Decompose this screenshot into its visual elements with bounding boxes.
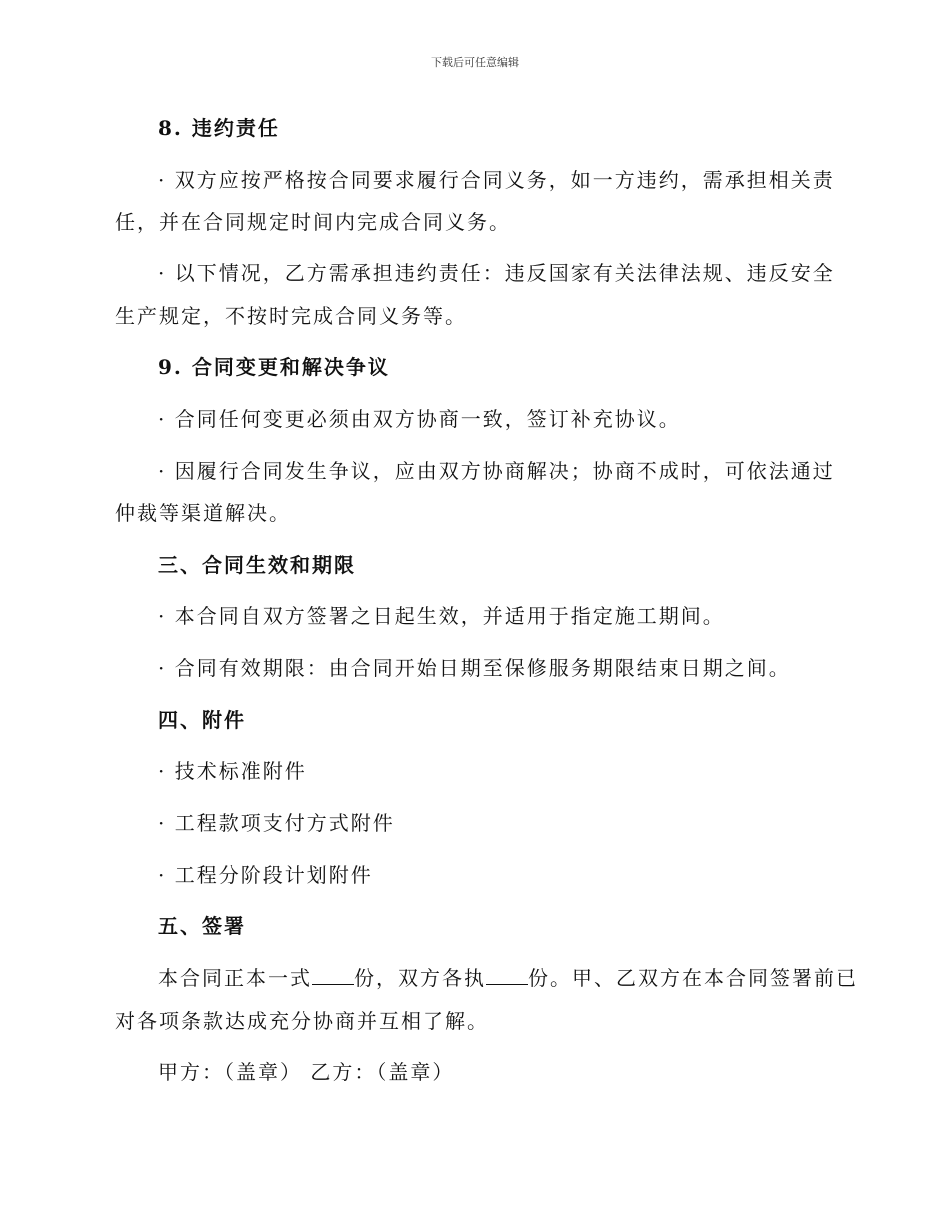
copies-text-a: 本合同正本一式 xyxy=(158,966,312,990)
section-9-title: 9. 合同变更和解决争议 xyxy=(158,355,390,379)
section-8-para-2-line-2: 生产规定，不按时完成合同义务等。 xyxy=(115,304,467,328)
section-5-para-1-line-2: 对各项条款达成充分协商并互相了解。 xyxy=(115,1009,489,1033)
copies-text-b: 份，双方各执 xyxy=(354,966,486,990)
copies-total-blank xyxy=(312,966,354,985)
header-note: 下载后可任意编辑 xyxy=(431,56,519,69)
section-5-title: 五、签署 xyxy=(158,914,246,938)
section-5-para-1-line-1 xyxy=(158,966,858,990)
signature-line: 甲方：（盖章） 乙方：（盖章） xyxy=(158,1060,455,1084)
section-8-para-1-line-2: 任，并在合同规定时间内完成合同义务。 xyxy=(115,210,511,234)
section-4-title: 四、附件 xyxy=(158,708,246,732)
section-3-title: 三、合同生效和期限 xyxy=(158,553,356,577)
section-9-para-1: · 合同任何变更必须由双方协商一致，签订补充协议。 xyxy=(158,407,681,431)
attachment-item-1: · 技术标准附件 xyxy=(158,759,307,783)
section-9-para-2-line-2: 仲裁等渠道解决。 xyxy=(115,501,291,525)
copies-text-c: 份。甲、乙双方在本合同签署前已 xyxy=(528,966,858,990)
section-9-para-2-line-1: · 因履行合同发生争议，应由双方协商解决；协商不成时，可依法通过 xyxy=(158,459,835,483)
section-3-para-1: · 本合同自双方签署之日起生效，并适用于指定施工期间。 xyxy=(158,604,725,628)
attachment-item-3: · 工程分阶段计划附件 xyxy=(158,863,373,887)
section-8-para-2-line-1: · 以下情况，乙方需承担违约责任：违反国家有关法律法规、违反安全 xyxy=(158,261,835,285)
section-8-title: 8. 违约责任 xyxy=(158,116,280,140)
section-8-para-1-line-1: · 双方应按严格按合同要求履行合同义务，如一方违约，需承担相关责 xyxy=(158,168,835,192)
section-3-para-2: · 合同有效期限：由合同开始日期至保修服务期限结束日期之间。 xyxy=(158,656,791,680)
attachment-item-2: · 工程款项支付方式附件 xyxy=(158,811,395,835)
copies-each-blank xyxy=(486,966,528,985)
